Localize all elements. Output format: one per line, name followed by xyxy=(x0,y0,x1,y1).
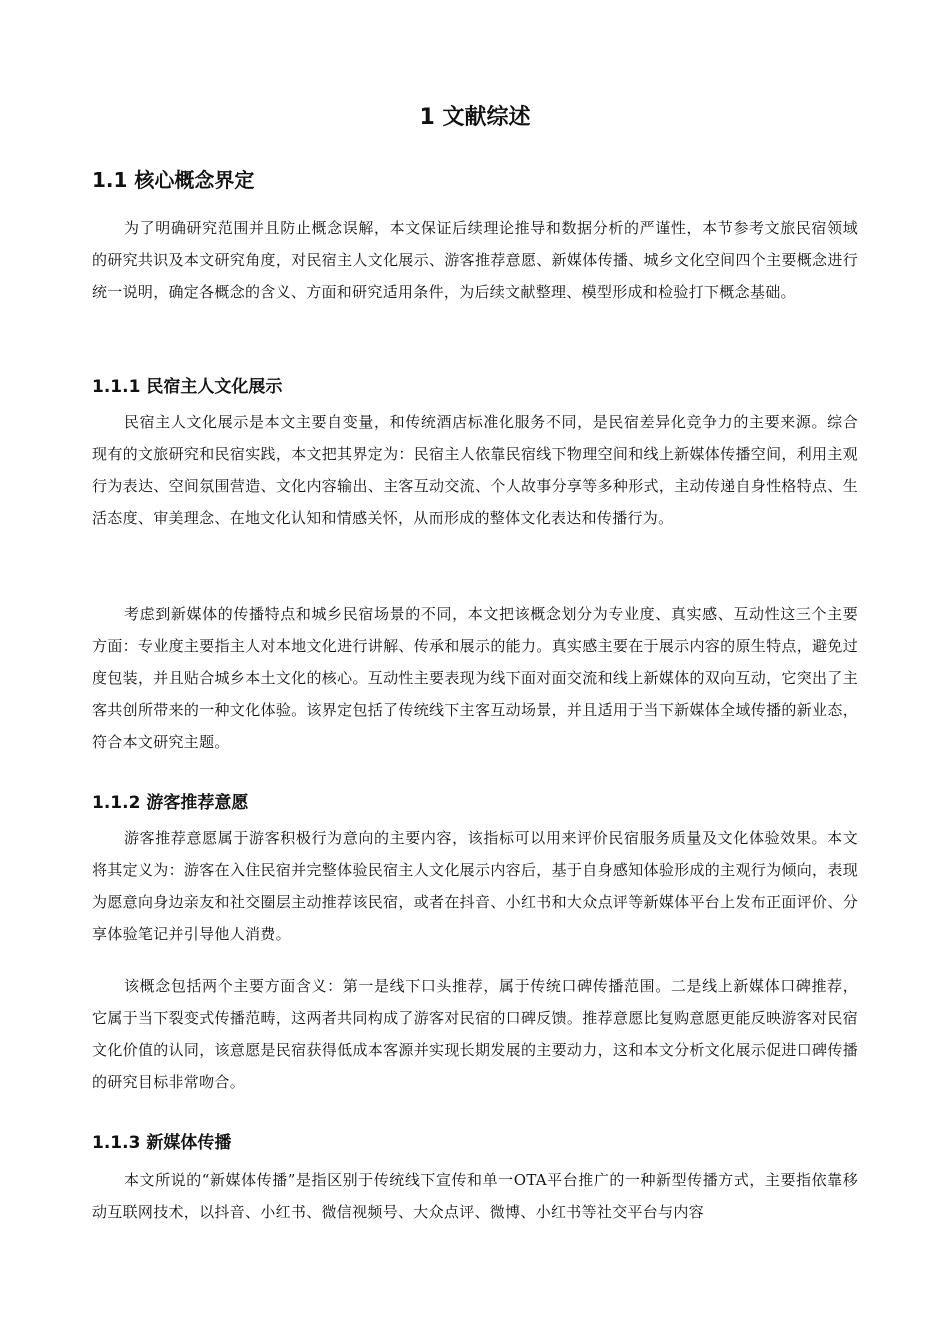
paragraph-1-1-1-p2: 考虑到新媒体的传播特点和城乡民宿场景的不同，本文把该概念划分为专业度、真实感、互动性这三个主要方面：专业度主要指主人对本地文化进行讲解、传承和展示的能力。真实感主要在于展示内容的原生特点，避免过度包装，并且贴合城乡本土文化的核心。互动性主要表现为线下面对面交流和线上新媒体的双向互动，它突出了主客共创所带来的一种文化体验。该界定包括了传统线下主客互动场景，并且适用于当下新媒体全域传播的新业态，符合本文研究主题。 xyxy=(92,605,858,751)
paragraph-1-1-2-p2: 该概念包括两个主要方面含义：第一是线下口头推荐，属于传统口碑传播范围。二是线上新媒体口碑推荐，它属于当下裂变式传播范畴，这两者共同构成了游客对民宿的口碑反馈。推荐意愿比复购意愿更能反映游客对民宿文化价值的认同，该意愿是民宿获得低成本客源并实现长期发展的主要动力，这和本文分析文化展示促进口碑传播的研究目标非常吻合。 xyxy=(92,977,858,1091)
section-heading-1-1: 1.1 核心概念界定 xyxy=(92,168,255,192)
section-heading-1-1-1: 1.1.1 民宿主人文化展示 xyxy=(92,377,283,397)
section-heading-1-1-2: 1.1.2 游客推荐意愿 xyxy=(92,793,249,813)
paragraph-1-1-1-p1: 民宿主人文化展示是本文主要自变量，和传统酒店标准化服务不同，是民宿差异化竞争力的主要来源。综合现有的文旅研究和民宿实践，本文把其界定为：民宿主人依靠民宿线下物理空间和线上新媒体传播空间，利用主观行为表达、空间氛围营造、文化内容输出、主客互动交流、个人故事分享等多种形式，主动传递自身性格特点、生活态度、审美理念、在地文化认知和情感关怀，从而形成的整体文化表达和传播行为。 xyxy=(92,413,858,527)
paragraph-1-1-intro: 为了明确研究范围并且防止概念误解，本文保证后续理论推导和数据分析的严谨性，本节参考文旅民宿领域的研究共识及本文研究角度，对民宿主人文化展示、游客推荐意愿、新媒体传播、城乡文化空间四个主要概念进行统一说明，确定各概念的含义、方面和研究适用条件，为后续文献整理、模型形成和检验打下概念基础。 xyxy=(92,219,858,301)
section-heading-1-1-3: 1.1.3 新媒体传播 xyxy=(92,1133,232,1153)
paragraph-1-1-3-p1: 本文所说的“新媒体传播”是指区别于传统线下宣传和单一OTA平台推广的一种新型传播方式，主要指依靠移动互联网技术，以抖音、小红书、微信视频号、大众点评、微博、小红书等社交平台与内容 xyxy=(92,1171,858,1221)
paragraph-1-1-2-p1: 游客推荐意愿属于游客积极行为意向的主要内容，该指标可以用来评价民宿服务质量及文化体验效果。本文将其定义为：游客在入住民宿并完整体验民宿主人文化展示内容后，基于自身感知体验形成的主观行为倾向，表现为愿意向身边亲友和社交圈层主动推荐该民宿，或者在抖音、小红书和大众点评等新媒体平台上发布正面评价、分享体验笔记并引导他人消费。 xyxy=(92,829,858,943)
chapter-title: 1 文献综述 xyxy=(419,105,531,130)
